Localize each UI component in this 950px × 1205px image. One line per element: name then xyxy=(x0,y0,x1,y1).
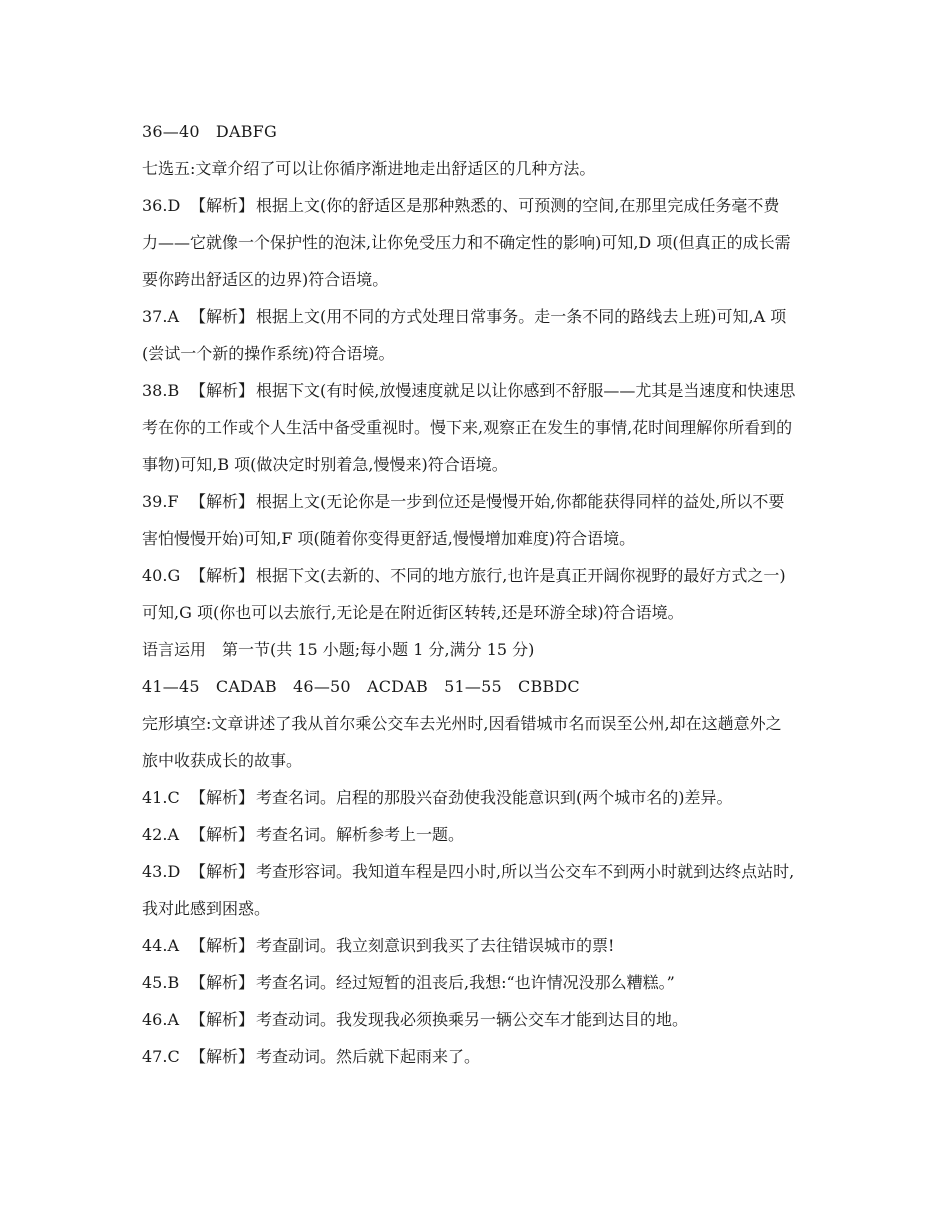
analysis-tag: 【解析】 xyxy=(190,788,255,807)
analysis-tag: 【解析】 xyxy=(190,1010,255,1029)
answers-36-40: 36—40 DABFG xyxy=(142,122,277,141)
item-number: 42.A xyxy=(142,825,179,844)
item-42-line-1 xyxy=(142,821,822,858)
analysis-tag: 【解析】 xyxy=(190,973,255,992)
item-text: 考查名词。启程的那股兴奋劲使我没能意识到(两个城市名的)差异。 xyxy=(256,788,733,807)
item-40-line-1 xyxy=(142,562,822,599)
item-37-line-1 xyxy=(142,303,822,340)
item-41-line-1 xyxy=(142,784,822,821)
cloze-summary-line-2: 旅中收获成长的故事。 xyxy=(142,751,303,770)
analysis-tag: 【解析】 xyxy=(190,1047,255,1066)
item-number: 45.B xyxy=(142,973,180,992)
item-text: 根据下文(去新的、不同的地方旅行,也许是真正开阔你视野的最好方式之一) xyxy=(256,566,786,585)
item-38-line-2: 考在你的工作或个人生活中备受重视时。慢下来,观察正在发生的事情,花时间理解你所看到的 xyxy=(142,418,793,437)
item-text: 根据下文(有时候,放慢速度就足以让你感到不舒服——尤其是当速度和快速思 xyxy=(256,381,796,400)
item-36-line-3: 要你跨出舒适区的边界)符合语境。 xyxy=(142,270,389,289)
item-36-line-2: 力——它就像一个保护性的泡沫,让你免受压力和不确定性的影响)可知,D 项(但真正的成长需 xyxy=(142,233,791,252)
item-46-line-1 xyxy=(142,1006,822,1043)
item-text: 考查动词。我发现我必须换乘另一辆公交车才能到达目的地。 xyxy=(256,1010,689,1029)
analysis-tag: 【解析】 xyxy=(190,492,255,511)
item-43-line-2: 我对此感到困惑。 xyxy=(142,899,271,918)
section-heading: 语言运用 第一节(共 15 小题;每小题 1 分,满分 15 分) xyxy=(142,640,535,659)
item-text: 考查动词。然后就下起雨来了。 xyxy=(256,1047,481,1066)
item-number: 46.A xyxy=(142,1010,179,1029)
answer-key-content xyxy=(142,118,822,1080)
analysis-tag: 【解析】 xyxy=(190,566,255,585)
item-38-line-3: 事物)可知,B 项(做决定时别着急,慢慢来)符合语境。 xyxy=(142,455,508,474)
item-number: 41.C xyxy=(142,788,180,807)
analysis-tag: 【解析】 xyxy=(190,381,255,400)
item-number: 38.B xyxy=(142,381,180,400)
item-number: 43.D xyxy=(142,862,181,881)
item-45-line-1 xyxy=(142,969,822,1006)
item-39-line-2: 害怕慢慢开始)可知,F 项(随着你变得更舒适,慢慢增加难度)符合语境。 xyxy=(142,529,636,548)
item-number: 39.F xyxy=(142,492,179,511)
item-43-line-1 xyxy=(142,858,822,895)
answers-41-55: 41—45 CADAB 46—50 ACDAB 51—55 CBBDC xyxy=(142,677,580,696)
analysis-tag: 【解析】 xyxy=(190,862,255,881)
item-text: 根据上文(你的舒适区是那种熟悉的、可预测的空间,在那里完成任务毫不费 xyxy=(256,196,780,215)
item-37-line-2: (尝试一个新的操作系统)符合语境。 xyxy=(142,344,395,363)
item-text: 考查名词。解析参考上一题。 xyxy=(256,825,465,844)
item-number: 36.D xyxy=(142,196,181,215)
item-39-line-1 xyxy=(142,488,822,525)
analysis-tag: 【解析】 xyxy=(190,196,255,215)
item-36-line-1 xyxy=(142,192,822,229)
item-number: 44.A xyxy=(142,936,179,955)
item-number: 37.A xyxy=(142,307,179,326)
cloze-summary-line-1: 完形填空:文章讲述了我从首尔乘公交车去光州时,因看错城市名而误至公州,却在这趟意外之 xyxy=(142,714,782,733)
item-47-line-1 xyxy=(142,1043,822,1080)
item-text: 考查形容词。我知道车程是四小时,所以当公交车不到两小时就到达终点站时, xyxy=(256,862,795,881)
analysis-tag: 【解析】 xyxy=(190,825,255,844)
item-number: 47.C xyxy=(142,1047,180,1066)
item-text: 考查副词。我立刻意识到我买了去往错误城市的票! xyxy=(256,936,615,955)
item-text: 考查名词。经过短暂的沮丧后,我想:“也许情况没那么糟糕。” xyxy=(256,973,675,992)
item-44-line-1 xyxy=(142,932,822,969)
item-text: 根据上文(无论你是一步到位还是慢慢开始,你都能获得同样的益处,所以不要 xyxy=(256,492,785,511)
item-text: 根据上文(用不同的方式处理日常事务。走一条不同的路线去上班)可知,A 项 xyxy=(256,307,787,326)
item-38-line-1 xyxy=(142,377,822,414)
seven-of-five-summary: 七选五:文章介绍了可以让你循序渐进地走出舒适区的几种方法。 xyxy=(142,159,596,178)
analysis-tag: 【解析】 xyxy=(190,936,255,955)
item-number: 40.G xyxy=(142,566,181,585)
item-40-line-2: 可知,G 项(你也可以去旅行,无论是在附近街区转转,还是环游全球)符合语境。 xyxy=(142,603,684,622)
analysis-tag: 【解析】 xyxy=(190,307,255,326)
